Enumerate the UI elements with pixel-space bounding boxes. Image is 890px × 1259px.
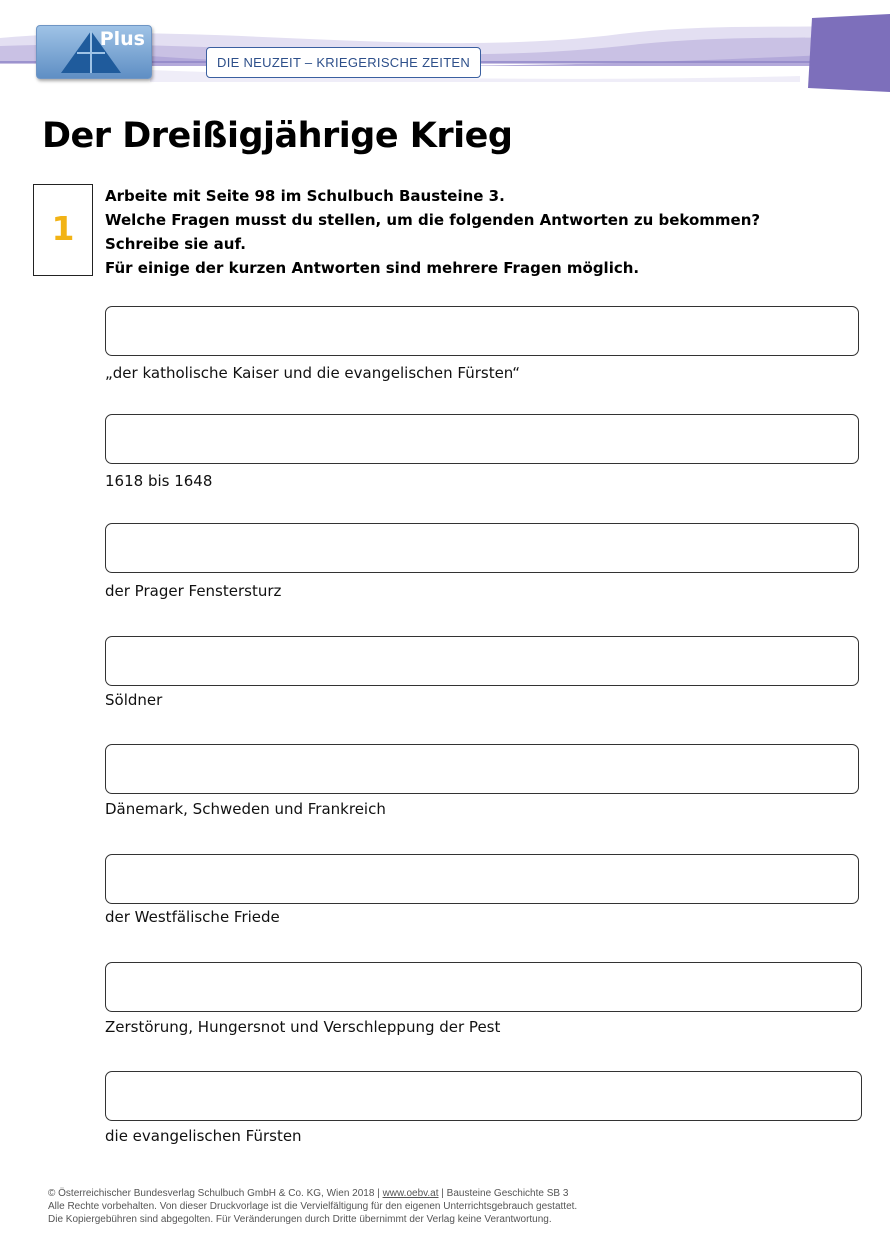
page-title: Der Dreißigjährige Krieg [42, 116, 513, 156]
question-input-box-6[interactable] [105, 854, 859, 904]
footer-line-1 [48, 1187, 848, 1200]
task-instructions [105, 184, 865, 280]
copyright-footer [48, 1187, 848, 1226]
footer-line-3: Die Kopiergebühren sind abgegolten. Für Veränderungen durch Dritte übernimmt der Verlag keine Verantwortung. [48, 1214, 552, 1225]
given-answer-2: 1618 bis 1648 [105, 472, 213, 490]
instruction-line: Für einige der kurzen Antworten sind mehrere Fragen möglich. [105, 259, 640, 277]
question-input-box-1[interactable] [105, 306, 859, 356]
given-answer-5: Dänemark, Schweden und Frankreich [105, 800, 386, 818]
publisher-link[interactable]: www.oebv.at [382, 1188, 439, 1199]
footer-book: | Bausteine Geschichte SB 3 [438, 1188, 569, 1199]
task-number: 1 [51, 209, 75, 248]
question-input-box-2[interactable] [105, 414, 859, 464]
plus-logo [36, 25, 152, 79]
question-input-box-7[interactable] [105, 962, 862, 1012]
instruction-line: Schreibe sie auf. [105, 235, 246, 253]
instruction-line: Arbeite mit Seite 98 im Schulbuch Bausteine 3. [105, 187, 505, 205]
given-answer-7: Zerstörung, Hungersnot und Verschleppung der Pest [105, 1018, 501, 1036]
question-input-box-5[interactable] [105, 744, 859, 794]
given-answer-4: Söldner [105, 691, 163, 709]
instruction-line: Welche Fragen musst du stellen, um die folgenden Antworten zu bekommen? [105, 211, 761, 229]
question-input-box-4[interactable] [105, 636, 859, 686]
topic-badge: DIE NEUZEIT – KRIEGERISCHE ZEITEN [206, 47, 481, 78]
logo-label: Plus [99, 28, 145, 50]
question-input-box-8[interactable] [105, 1071, 862, 1121]
footer-copyright: © Österreichischer Bundesverlag Schulbuch GmbH & Co. KG, Wien 2018 | [48, 1188, 383, 1199]
given-answer-1: „der katholische Kaiser und die evangelischen Fürsten“ [105, 364, 520, 382]
footer-line-2: Alle Rechte vorbehalten. Von dieser Druckvorlage ist die Vervielfältigung für den eigenen Unterrichtsgebrauch gestattet. [48, 1201, 578, 1212]
given-answer-8: die evangelischen Fürsten [105, 1127, 302, 1145]
given-answer-6: der Westfälische Friede [105, 908, 280, 926]
given-answer-3: der Prager Fenstersturz [105, 582, 282, 600]
task-number-box [33, 184, 93, 276]
question-input-box-3[interactable] [105, 523, 859, 573]
